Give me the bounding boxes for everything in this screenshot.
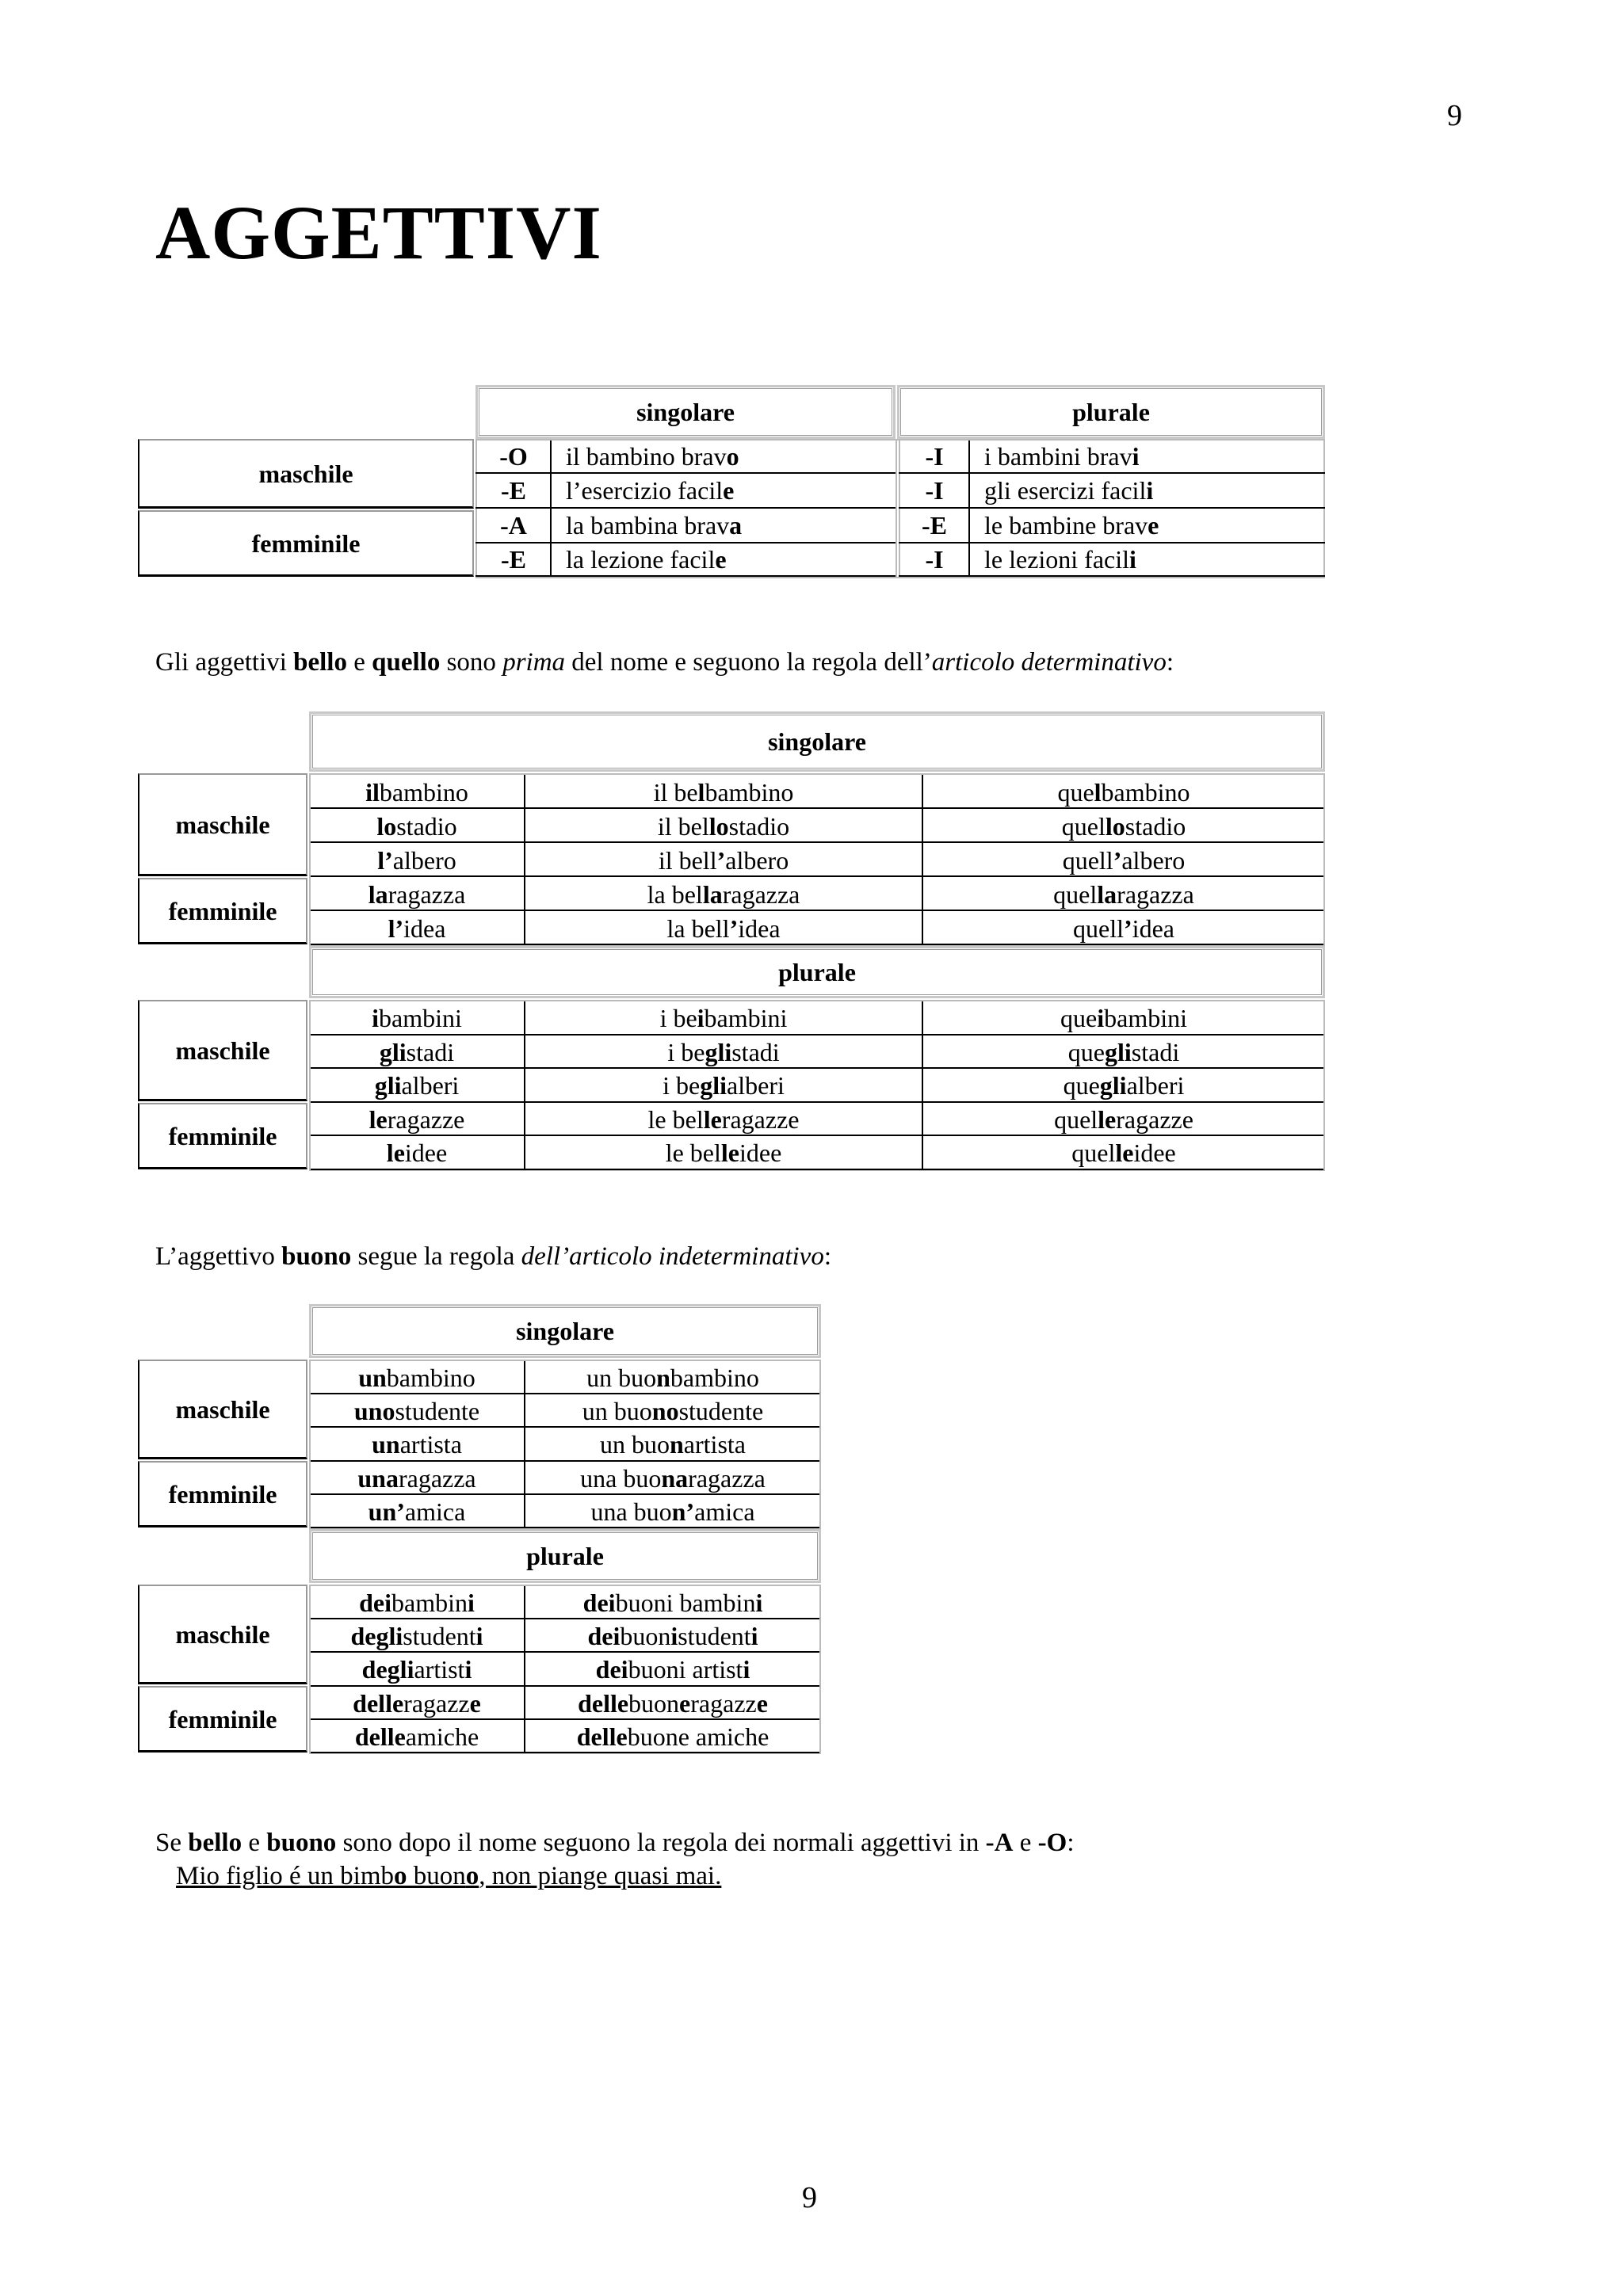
- table3-label-maschile: maschile: [138, 1585, 307, 1684]
- table3-cell: una buo n’ amica: [590, 1497, 755, 1526]
- table3-cell: dei buon i student i: [587, 1622, 758, 1651]
- example-sentence: Mio figlio é un bimbo buono, non piange quasi mai.: [176, 1862, 722, 1890]
- page-number-bottom: 9: [802, 2181, 817, 2214]
- table1-ending: -E: [501, 476, 526, 505]
- table3-header-plural: plurale: [309, 1529, 821, 1583]
- table2-cell: i be gli stadi: [667, 1037, 780, 1066]
- table1-header-singular: singolare: [475, 385, 896, 439]
- page-title: AGGETTIVI: [155, 190, 602, 275]
- rule-after-noun: Se bello e buono sono dopo il nome seguono la regola dei normali aggettivi in -A e -O:: [155, 1829, 1075, 1857]
- table2-cell: il bambino: [365, 777, 468, 807]
- table1-ending: -E: [501, 545, 526, 574]
- table3-cell: delle buone amiche: [576, 1722, 769, 1751]
- table2-cell: i be gli alberi: [663, 1071, 785, 1100]
- table2-label-maschile: maschile: [138, 1000, 307, 1101]
- table1-example: le lezioni facil i: [984, 545, 1136, 574]
- table3-cell: un artista: [372, 1430, 462, 1459]
- table3-cell: uno studente: [353, 1397, 480, 1426]
- table2-cell: le bel le ragazze: [647, 1104, 800, 1134]
- table2-cell: quel le ragazze: [1054, 1104, 1193, 1134]
- table2-cell: le bel le idee: [665, 1138, 782, 1168]
- table3-cell: un buo no studente: [582, 1397, 764, 1426]
- table3-cell: una buo na ragazza: [580, 1463, 766, 1493]
- table3-cell: dei buoni bambin i: [582, 1589, 763, 1618]
- table2-cell: gli alberi: [374, 1071, 460, 1100]
- table3-cell: delle ragazz e: [353, 1688, 481, 1718]
- table1-example: l’esercizio facil e: [566, 476, 735, 505]
- table2-cell: l’ albero: [377, 845, 456, 875]
- table1-ending: -E: [922, 511, 947, 540]
- table2-header-singular: singolare: [309, 711, 1325, 772]
- table1-ending: -O: [499, 442, 528, 471]
- table2-cell: la bel la ragazza: [647, 879, 800, 909]
- table3-label-maschile: maschile: [138, 1360, 307, 1459]
- table2-cell: la bell ’ idea: [666, 913, 781, 943]
- rule-buono: L’aggettivo buono segue la regola dell’articolo indeterminativo:: [155, 1242, 831, 1271]
- table1-example: la lezione facil e: [566, 545, 727, 574]
- table3-label-femminile: femminile: [138, 1686, 307, 1753]
- table3-cell: delle amiche: [354, 1722, 479, 1751]
- table2-cell: que i bambini: [1060, 1004, 1187, 1033]
- table2-cell: que gli stadi: [1067, 1037, 1180, 1066]
- table3-cell: un bambino: [358, 1363, 475, 1393]
- table2-cell: il bel lo stadio: [657, 811, 790, 841]
- table1-ending: -I: [925, 476, 944, 505]
- table2-cell: le idee: [386, 1138, 448, 1168]
- table2-cell: lo stadio: [376, 811, 457, 841]
- table2-cell: il bell ’ albero: [658, 845, 789, 875]
- table3-label-femminile: femminile: [138, 1461, 307, 1527]
- table1-example: il bambino brav o: [566, 442, 739, 471]
- table1-example: i bambini brav i: [984, 442, 1140, 471]
- table1-label-femminile: femminile: [138, 510, 474, 577]
- rule-bello-quello: Gli aggettivi bello e quello sono prima del nome e seguono la regola dell’articolo determinativo:: [155, 648, 1174, 677]
- table3-cell: un buo n bambino: [586, 1363, 759, 1393]
- table3-cell: degli artist i: [361, 1655, 472, 1684]
- table3-cell: un’ amica: [368, 1497, 466, 1526]
- table1-ending: -I: [925, 545, 944, 574]
- table3-cell: degli student i: [350, 1622, 483, 1651]
- table3-cell: dei buoni artist i: [595, 1655, 750, 1684]
- table3-cell: un buo n artista: [600, 1430, 746, 1459]
- table2-cell: quel le idee: [1071, 1138, 1176, 1168]
- table3-header-singular: singolare: [309, 1304, 821, 1358]
- table2-cell: que gli alberi: [1063, 1071, 1185, 1100]
- table2-label-femminile: femminile: [138, 878, 307, 944]
- table3-cell: una ragazza: [357, 1463, 476, 1493]
- table3-cell: dei bambin i: [359, 1589, 475, 1618]
- table2-label-maschile: maschile: [138, 773, 307, 876]
- table1-ending: -A: [500, 511, 527, 540]
- table2-cell: quell ’ idea: [1073, 913, 1174, 943]
- table1-example: la bambina brav a: [566, 511, 743, 540]
- table2-cell: gli stadi: [379, 1037, 455, 1066]
- table1-example: gli esercizi facil i: [984, 476, 1154, 505]
- table2-cell: la ragazza: [368, 879, 466, 909]
- table2-cell: i be i bambini: [659, 1004, 788, 1033]
- table2-cell: quel la ragazza: [1053, 879, 1194, 909]
- table1-ending: -I: [925, 442, 944, 471]
- table1-label-maschile: maschile: [138, 439, 474, 509]
- table2-cell: que l bambino: [1057, 777, 1190, 807]
- page-number-top: 9: [1447, 99, 1462, 132]
- table2-cell: i bambini: [372, 1004, 462, 1033]
- table2-cell: l’ idea: [388, 913, 446, 943]
- table3-cell: delle buon e ragazz e: [578, 1688, 768, 1718]
- table2-cell: il be l bambino: [653, 777, 794, 807]
- table2-cell: le ragazze: [369, 1104, 465, 1134]
- table2-label-femminile: femminile: [138, 1103, 307, 1169]
- table1-example: le bambine brav e: [984, 511, 1159, 540]
- table2-header-plural: plurale: [309, 946, 1325, 998]
- table2-cell: quell ’ albero: [1062, 845, 1186, 875]
- table1-header-plural: plurale: [897, 385, 1325, 439]
- table2-cell: quel lo stadio: [1061, 811, 1186, 841]
